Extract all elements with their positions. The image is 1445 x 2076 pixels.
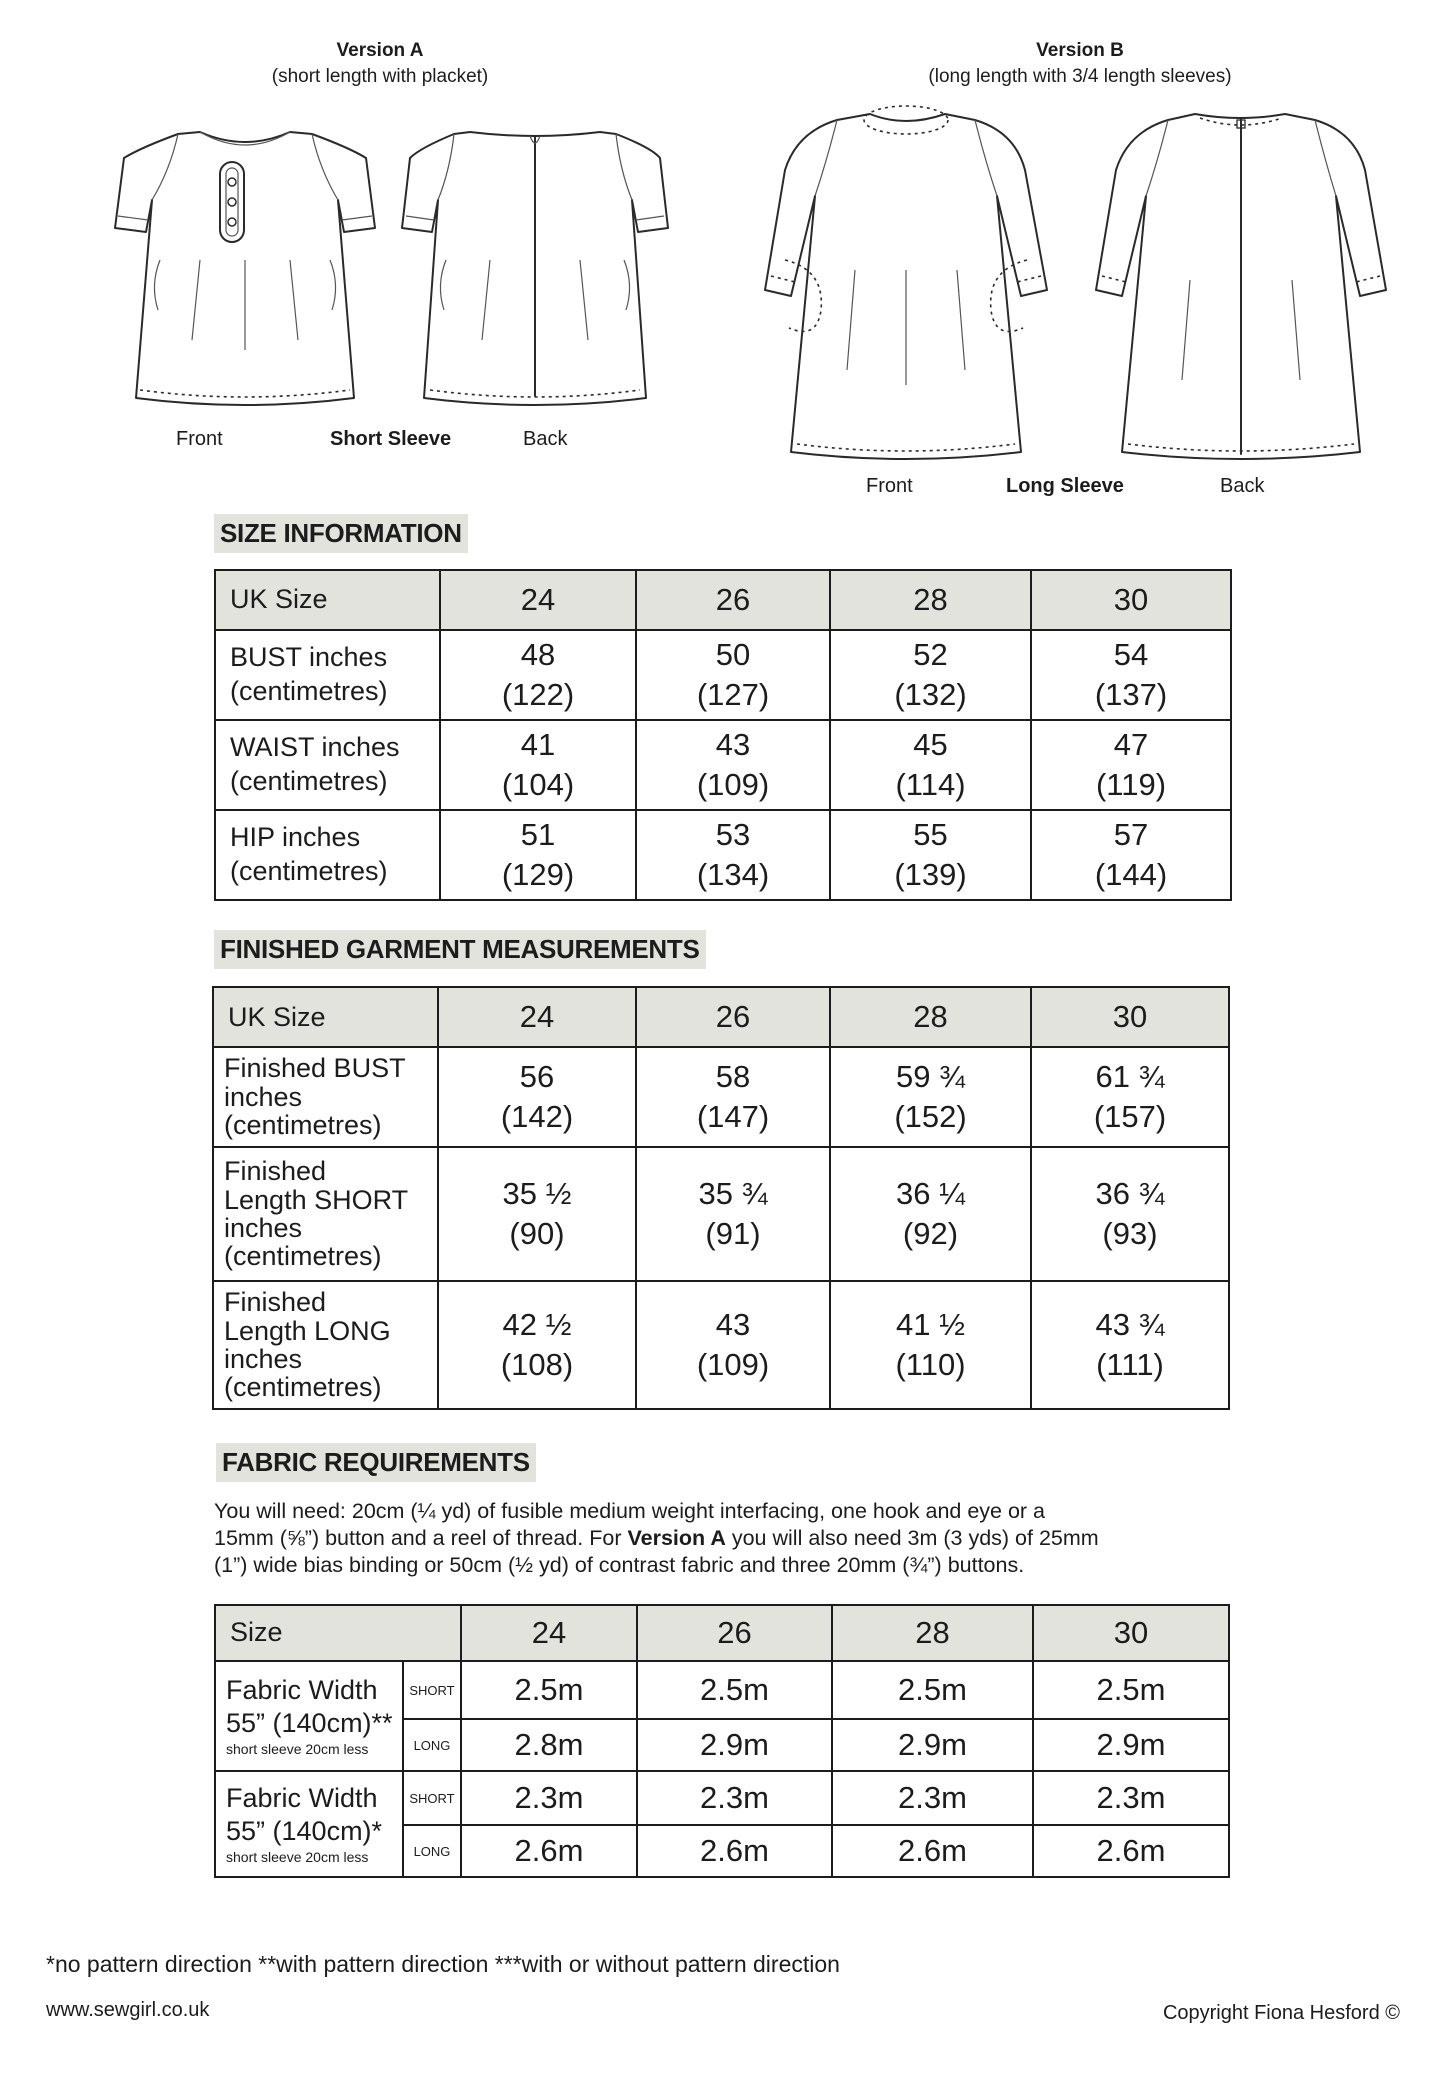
size-col: 30 xyxy=(1031,987,1229,1047)
measurement-cell: 45 (114) xyxy=(830,720,1031,810)
finished-header-row xyxy=(213,987,1229,1047)
pattern-direction-note: *no pattern direction **with pattern direction ***with or without pattern direction xyxy=(46,1951,840,1977)
measurement-cell: 59 ¾ (152) xyxy=(830,1047,1031,1147)
measurement-cell: 61 ¾ (157) xyxy=(1031,1047,1229,1147)
fabric-width-label: Fabric Width 55” (140cm)* short sleeve 20cm less xyxy=(215,1771,403,1877)
size-label: Size xyxy=(215,1605,461,1661)
measurement-cell: 36 ¼ (92) xyxy=(830,1147,1031,1281)
fabric-amount: 2.6m xyxy=(637,1825,832,1877)
measurement-cell: 51 (129) xyxy=(440,810,636,900)
bust-row xyxy=(215,630,1231,720)
fabric-amount: 2.5m xyxy=(832,1661,1033,1719)
fabric-amount: 2.8m xyxy=(461,1719,637,1771)
waist-row xyxy=(215,720,1231,810)
version-a-subtitle: (short length with placket) xyxy=(271,66,489,87)
row-label: Finished Length SHORT inches (centimetres) xyxy=(213,1147,438,1281)
size-col: 30 xyxy=(1031,570,1231,630)
fabric-amount: 2.6m xyxy=(832,1825,1033,1877)
website-link[interactable]: www.sewgirl.co.uk xyxy=(46,1999,210,2021)
sleeve-type: SHORT xyxy=(403,1661,461,1719)
size-col: 26 xyxy=(636,570,830,630)
fabric-amount: 2.3m xyxy=(832,1771,1033,1825)
size-col: 24 xyxy=(461,1605,637,1661)
finished-short-row xyxy=(213,1147,1229,1281)
fabric-heading: FABRIC REQUIREMENTS xyxy=(216,1443,536,1482)
uk-size-label: UK Size xyxy=(213,987,438,1047)
fabric-text-line: You will need: 20cm (¼ yd) of fusible medium weight interfacing, one hook and eye or a xyxy=(214,1499,1046,1523)
finished-bust-row xyxy=(213,1047,1229,1147)
fabric-requirements-text xyxy=(214,1498,1274,1579)
version-b-subtitle: (long length with 3/4 length sleeves) xyxy=(928,66,1232,87)
version-b-title: Version B xyxy=(1036,40,1124,61)
hip-row xyxy=(215,810,1231,900)
size-col: 24 xyxy=(438,987,636,1047)
measurement-cell: 35 ¾ (91) xyxy=(636,1147,830,1281)
fabric-row xyxy=(215,1661,1229,1719)
uk-size-label: UK Size xyxy=(215,570,440,630)
fabric-amount: 2.5m xyxy=(637,1661,832,1719)
size-col: 24 xyxy=(440,570,636,630)
row-label: WAIST inches (centimetres) xyxy=(215,720,440,810)
measurement-cell: 47 (119) xyxy=(1031,720,1231,810)
copyright: Copyright Fiona Hesford © xyxy=(1162,2002,1400,2024)
measurement-cell: 53 (134) xyxy=(636,810,830,900)
finished-table xyxy=(212,986,1230,1410)
measurement-cell: 55 (139) xyxy=(830,810,1031,900)
measurement-cell: 48 (122) xyxy=(440,630,636,720)
fabric-width-label: Fabric Width 55” (140cm)** short sleeve 20cm less xyxy=(215,1661,403,1771)
measurement-cell: 56 (142) xyxy=(438,1047,636,1147)
measurement-cell: 54 (137) xyxy=(1031,630,1231,720)
finished-heading: FINISHED GARMENT MEASUREMENTS xyxy=(214,930,706,969)
row-label: BUST inches (centimetres) xyxy=(215,630,440,720)
measurement-cell: 58 (147) xyxy=(636,1047,830,1147)
version-a-front-label: Front xyxy=(176,428,223,450)
measurement-cell: 57 (144) xyxy=(1031,810,1231,900)
size-col: 30 xyxy=(1033,1605,1229,1661)
fabric-amount: 2.3m xyxy=(637,1771,832,1825)
measurement-cell: 43 (109) xyxy=(636,720,830,810)
measurement-cell: 35 ½ (90) xyxy=(438,1147,636,1281)
size-info-header-row xyxy=(215,570,1231,630)
size-col: 26 xyxy=(637,1605,832,1661)
fabric-amount: 2.6m xyxy=(461,1825,637,1877)
version-a-back-illustration xyxy=(390,110,680,420)
fabric-text-line: (1”) wide bias binding or 50cm (½ yd) of contrast fabric and three 20mm (¾”) buttons. xyxy=(214,1552,1025,1577)
row-label: Finished BUST inches (centimetres) xyxy=(213,1047,438,1147)
version-b-front-illustration xyxy=(725,100,1085,470)
measurement-cell: 50 (127) xyxy=(636,630,830,720)
version-b-sleeve-label: Long Sleeve xyxy=(1006,475,1124,497)
fabric-amount: 2.3m xyxy=(1033,1771,1229,1825)
size-col: 28 xyxy=(832,1605,1033,1661)
sleeve-type: LONG xyxy=(403,1825,461,1877)
version-a-title: Version A xyxy=(336,40,424,61)
version-b-back-illustration xyxy=(1060,100,1420,470)
fabric-amount: 2.5m xyxy=(1033,1661,1229,1719)
measurement-cell: 52 (132) xyxy=(830,630,1031,720)
sleeve-type: LONG xyxy=(403,1719,461,1771)
version-b-front-label: Front xyxy=(866,475,913,497)
size-col: 26 xyxy=(636,987,830,1047)
measurement-cell: 43 ¾ (111) xyxy=(1031,1281,1229,1409)
fabric-amount: 2.9m xyxy=(832,1719,1033,1771)
version-a-sleeve-label: Short Sleeve xyxy=(330,428,452,450)
finished-long-row xyxy=(213,1281,1229,1409)
size-col: 28 xyxy=(830,570,1031,630)
measurement-cell: 43 (109) xyxy=(636,1281,830,1409)
fabric-table xyxy=(214,1604,1230,1878)
fabric-row xyxy=(215,1771,1229,1825)
fabric-amount: 2.5m xyxy=(461,1661,637,1719)
measurement-cell: 36 ¾ (93) xyxy=(1031,1147,1229,1281)
fabric-header-row xyxy=(215,1605,1229,1661)
row-label: Finished Length LONG inches (centimetres) xyxy=(213,1281,438,1409)
size-col: 28 xyxy=(830,987,1031,1047)
fabric-amount: 2.9m xyxy=(637,1719,832,1771)
measurement-cell: 42 ½ (108) xyxy=(438,1281,636,1409)
fabric-amount: 2.9m xyxy=(1033,1719,1229,1771)
sleeve-type: SHORT xyxy=(403,1771,461,1825)
version-a-back-label: Back xyxy=(523,428,568,450)
measurement-cell: 41 ½ (110) xyxy=(830,1281,1031,1409)
version-a-front-illustration xyxy=(100,110,390,420)
fabric-text-line: 15mm (⅝”) button and a reel of thread. For Version A you will also need 3m (3 yds) of 25mm xyxy=(214,1525,1099,1550)
fabric-amount: 2.6m xyxy=(1033,1825,1229,1877)
size-info-heading: SIZE INFORMATION xyxy=(214,514,468,553)
row-label: HIP inches (centimetres) xyxy=(215,810,440,900)
measurement-cell: 41 (104) xyxy=(440,720,636,810)
version-b-back-label: Back xyxy=(1220,475,1265,497)
size-info-table xyxy=(214,569,1232,901)
fabric-amount: 2.3m xyxy=(461,1771,637,1825)
